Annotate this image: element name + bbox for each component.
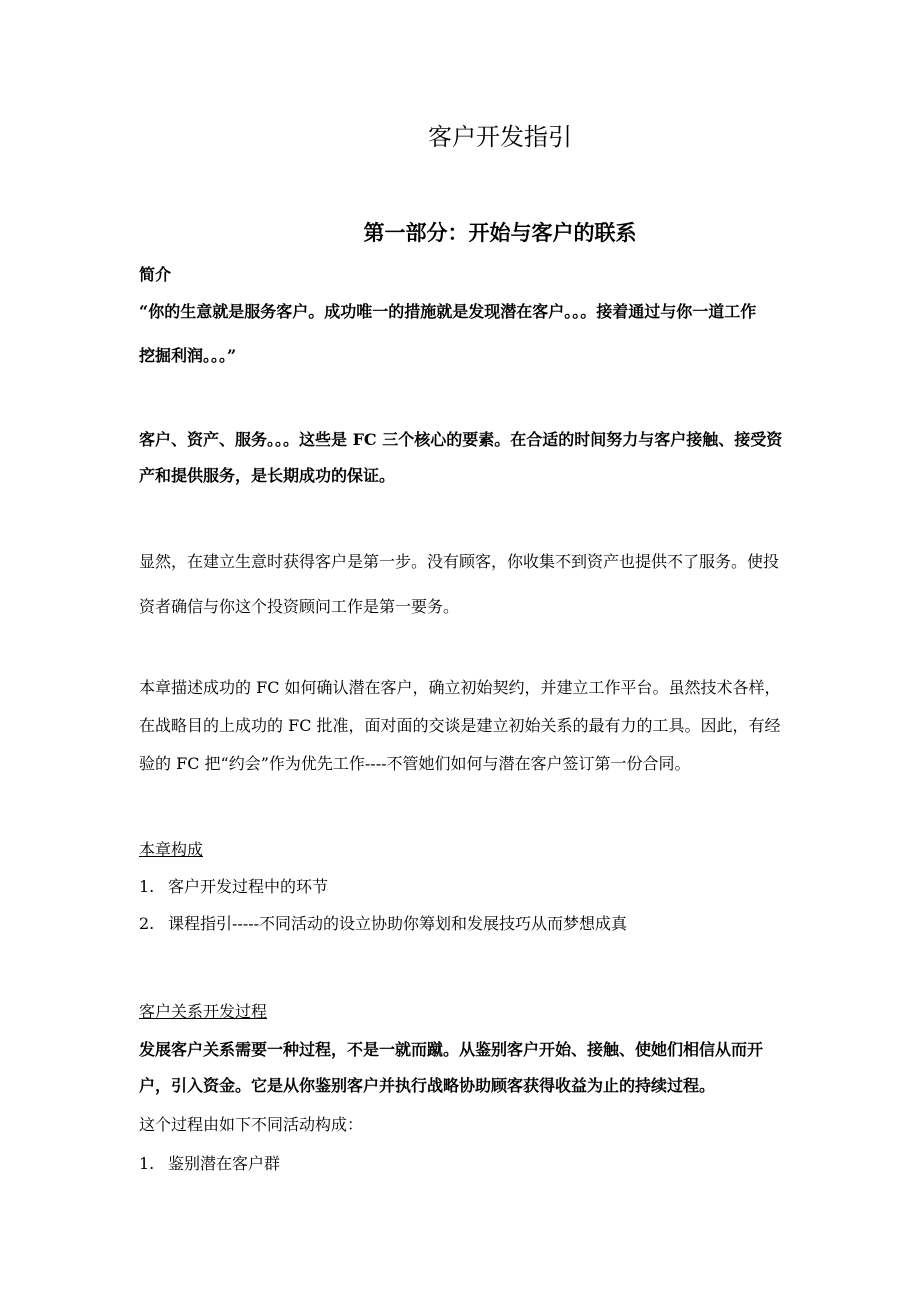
process-intro: 这个过程由如下不同活动构成： (139, 1115, 364, 1134)
quote-line: “你的生意就是服务客户。成功唯一的措施就是发现潜在客户。。。接着通过与你一道工作 (139, 302, 757, 321)
list-item-text: 客户开发过程中的环节 (168, 877, 329, 896)
core-elements-line: 产和提供服务，是长期成功的保证。 (139, 466, 396, 485)
list-item-text: 鉴别潜在客户群 (168, 1154, 281, 1173)
paragraph-line: 本章描述成功的 FC 如何确认潜在客户，确立初始契约，并建立工作平台。虽然技术各样， (139, 678, 781, 697)
list-number: 1. (139, 877, 155, 896)
section-title: 第一部分：开始与客户的联系 (363, 220, 637, 245)
chapter-heading: 本章构成 (139, 840, 204, 859)
paragraph-line: 显然，在建立生意时获得客户是第一步。没有顾客，你收集不到资产也提供不了服务。使投 (139, 552, 780, 571)
paragraph-line: 资者确信与你这个投资顾问工作是第一要务。 (139, 597, 460, 616)
list-number: 2. (139, 914, 155, 933)
process-description-line: 户，引入资金。它是从你鉴别客户并执行战略协助顾客获得收益为止的持续过程。 (139, 1076, 716, 1095)
intro-heading: 简介 (139, 265, 172, 284)
core-elements-line: 客户、资产、服务。。。这些是 FC 三个核心的要素。在合适的时间努力与客户接触、接受资 (139, 430, 783, 449)
list-number: 1. (139, 1154, 155, 1173)
process-description-line: 发展客户关系需要一种过程，不是一就而蹴。从鉴别客户开始、接触、使她们相信从而开 (139, 1040, 764, 1059)
quote-line: 挖掘利润。。。” (139, 346, 237, 365)
paragraph-line: 在战略目的上成功的 FC 批准，面对面的交谈是建立初始关系的最有力的工具。因此，有经 (139, 716, 781, 735)
process-heading: 客户关系开发过程 (139, 1002, 268, 1021)
list-item (139, 914, 627, 934)
list-item (139, 877, 328, 897)
list-item (139, 1154, 280, 1174)
document-title: 客户开发指引 (428, 123, 572, 151)
list-item-text: 课程指引-----不同活动的设立协助你筹划和发展技巧从而梦想成真 (168, 914, 628, 933)
paragraph-line: 验的 FC 把“约会”作为优先工作----不管她们如何与潜在客户签订第一份合同。 (139, 754, 691, 773)
